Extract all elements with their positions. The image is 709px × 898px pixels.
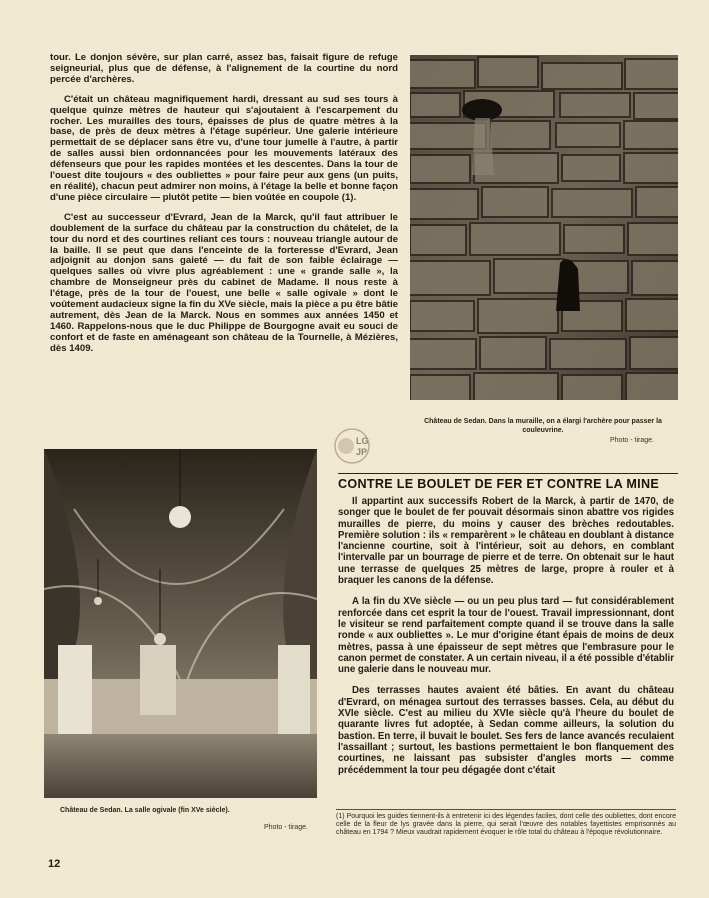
hall-photo-credit: Photo - tirage. bbox=[264, 824, 308, 831]
right-column-text bbox=[338, 496, 674, 786]
wall-photo-credit: Photo - tirage. bbox=[610, 437, 654, 444]
window-left bbox=[58, 645, 92, 737]
svg-text:JP: JP bbox=[356, 447, 368, 457]
vaulted-hall-image bbox=[44, 449, 317, 798]
svg-text:LG: LG bbox=[356, 436, 369, 446]
paragraph: Il appartint aux successifs Robert de la Marck, à partir de 1470, de songer que le boulet de fer pouvait désormais sinon abattre vos rigides murailles de pierre, du moins y causer des brèches redoutables. Première solution : ils « remparèrent » le château en doublant à distance l'ancienne courtine, soit à l'intérieur, soit au dehors, en comblant l'intervalle par un bourrage de pierre et de terre. On obtenait sur le haut une terrasse de quelques 25 mètres de large, propre à rouler et à braquer les canons de la défense. bbox=[338, 496, 674, 587]
wall-stones-image bbox=[410, 55, 678, 400]
hall-photo-caption: Château de Sedan. La salle ogivale (fin XVe siècle). bbox=[60, 807, 230, 814]
section-heading: CONTRE LE BOULET DE FER ET CONTRE LA MINE bbox=[338, 473, 678, 491]
paragraph: C'était un château magnifiquement hardi, dressant au sud ses tours à quelque quinze mètres de hauteur qui s'ajoutaient à l'escarpement du rocher. Les murailles des tours, épaisses de plus de quatre mètres à la base, de près de deux mètres à l'étage supérieur. Une galerie intérieure permettait de se déplacer sans être vu, d'une tour jumelle à l'autre, à partir de salles aussi bien ordonnancées pour les mouvements latéraux des défenseurs que pour les rapides montées et les descentes. Dans la tour de l'ouest dite toujours « des oubliettes » pour faire peur aux gens (un puits, en réalité), chacun peut admirer non moins, à l'étage la belle et bonne façon d'une pièce circulaire — plutôt petite — bien voûtée en coupole (1). bbox=[50, 93, 398, 203]
window-right bbox=[278, 645, 310, 737]
paragraph: tour. Le donjon sévère, sur plan carré, assez bas, faisait figure de refuge seigneurial, plus que de défense, à l'alignement de la courtine du nord percée d'archères. bbox=[50, 52, 398, 85]
paragraph: C'est au successeur d'Evrard, Jean de la Marck, qu'il faut attribuer le doublement de la surface du château par la construction du châtelet, de la tour du nord et des courtines reliant ces tours : nouveau triangle autour de la baille. Il se peut que dans l'enceinte de la forteresse d'Evrard, Jean adjoignit au donjon sans gaieté — du fait de son faible éclairage — quelques salles où vivre plus agréablement : une « grande salle », la chambre de Monseigneur près du cabinet de Madame. Il nous reste à l'étage, près de la tour de l'ouest, une belle « salle ogivale » dont le voûtement audacieux signe la fin du XVe siècle, mais la pièce a pu être bâtie autrement, dès Jean de la Marck. Nous en sommes aux années 1450 et 1460. Rappelons-nous que le duc Philippe de Bourgogne avait eu souci de confort et de faste en aménageant son château de la Tournelle, à Mézières, dès 1409. bbox=[50, 211, 398, 354]
library-stamp-logo bbox=[332, 426, 372, 466]
archere-opening-upper bbox=[462, 99, 502, 121]
salle-ogivale-photo bbox=[44, 449, 317, 798]
wall-archere-photo bbox=[410, 55, 678, 400]
left-column-text bbox=[50, 53, 398, 364]
paragraph: A la fin du XVe siècle — ou un peu plus tard — fut considérablement renforcée dans cet esprit la tour de l'ouest. Travail impressionnant, dont le visiteur se rend parfaitement compte quand il se trouve dans la salle ronde « aux oubliettes ». Le mur d'origine étant épais de moins de deux mètres, passa à une épaisseur de sept mètres que l'embrasure pour le canon permet de constater. A un certain niveau, il a été possible d'établir une galerie dans le nouveau mur. bbox=[338, 596, 674, 676]
footnote: (1) Pourquoi les guides tiennent-ils à entretenir ici des légendes faciles, dont celle des oubliettes, dont encore celle de la fleur de lys gravée dans la pierre, qui serait l'œuvre des notables fayettistes emprisonnés au château en 1794 ? Mieux vaudrait rapidement évoquer le rôle total du château à l'époque révolutionnaire. bbox=[336, 809, 676, 838]
hanging-lamp bbox=[169, 506, 191, 528]
page-number: 12 bbox=[48, 858, 61, 870]
paragraph: Des terrasses hautes avaient été bâties. En avant du château d'Evrard, on ménagea surtout des terrasses basses. Cela, au début du XVIe siècle. C'est au milieu du XVIe siècle qu'à l'heure du boulet de quarante livres fut adoptée, à Sedan comme ailleurs, la solution du bastion. En terre, il buvait le boulet. Ses fers de lance avancés reculaient l'assaillant ; surtout, les bastions permettaient le bon flanquement des courtines, ne laissant pas subsister d'angles morts — comme précédemment la tour peu dégagée dont c'était bbox=[338, 685, 674, 776]
wall-photo-caption: Château de Sedan. Dans la muraille, on a élargi l'archère pour passer la couleuvrine. bbox=[424, 418, 662, 434]
